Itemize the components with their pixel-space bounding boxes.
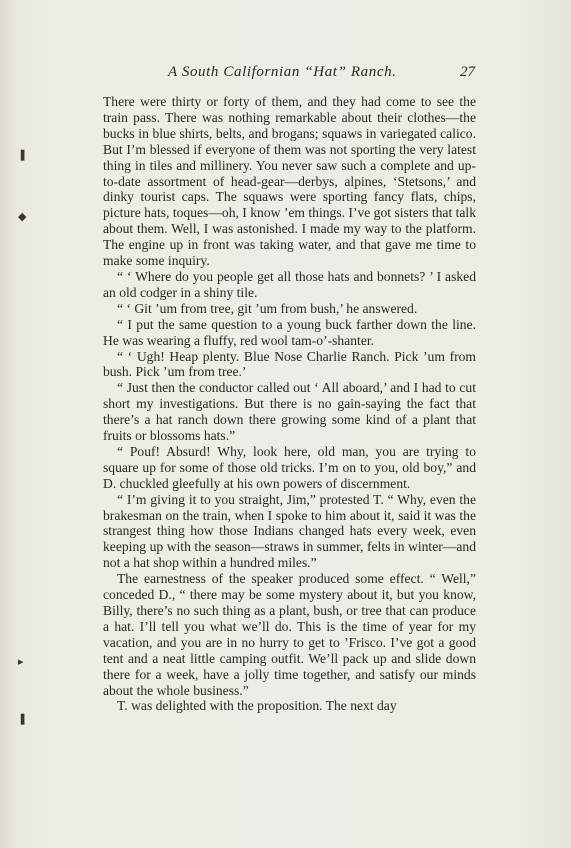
page-header [0, 64, 571, 86]
page-number: 27 [460, 64, 475, 80]
paragraph: “ I’m giving it to you straight, Jim,” protested T. “ Why, even the brakesman on the train, when I spoke to him about it, said it was the strangest thing how those Indians changed hats every week, even keeping up with the season—straws in summer, felts in winter—and not a hat shop within a hundred miles.” [103, 491, 476, 571]
paragraph: “ Just then the conductor called out ‘ All aboard,’ and I had to cut short my investigations. But there is no gain-saying the fact that there’s a hat ranch down there growing some kind of a plant that fruits or blossoms hats.” [103, 380, 476, 444]
margin-mark: ◆ [18, 211, 27, 223]
running-title: A South Californian “Hat” Ranch. [168, 64, 397, 80]
margin-mark: ▸ [18, 656, 24, 668]
paragraph: “ Pouf! Absurd! Why, look here, old man, you are trying to square up for some of those old tricks. I’m on to you, old boy,” and D. chuckled gleefully at his own powers of discernment. [103, 443, 476, 491]
paragraph: The earnestness of the speaker produced some effect. “ Well,” conceded D., “ there may be some mystery about it, but you know, Billy, there’s no such thing as a plant, bush, or tree that can produce a hat. I’ll tell you what we’ll do. This is the time of year for my vacation, and you are in no hurry to get to ’Frisco. I’ve got a good tent and a neat little camping outfit. We’ll pack up and slide down there for a week, have a jolly time together, and satisfy our minds about the whole business.” [103, 571, 476, 698]
paragraph: “ ‘ Where do you people get all those hats and bonnets? ’ I asked an old codger in a shiny tile. [103, 268, 476, 300]
margin-mark: ❚ [18, 713, 28, 725]
paragraph: There were thirty or forty of them, and they had come to see the train pass. There was nothing remarkable about their clothes—the bucks in blue shirts, belts, and brogans; squaws in variegated calico. But I’m blessed if everyone of them was not sporting the very latest thing in tiles and millinery. You never saw such a complete and up-to-date assortment of head-gear—derbys, alpines, ‘Stetsons,’ and dinky tourist caps. The squaws were sporting fancy flats, chips, picture hats, toques—oh, I know ’em things. I’ve got sisters that talk about them. Well, I was astonished. I made my way to the platform. The engine up in front was taking water, and that gave me time to make some inquiry. [103, 94, 477, 269]
body-text [103, 94, 476, 714]
paragraph: “ ‘ Git ’um from tree, git ’um from bush,’ he answered. [117, 300, 418, 316]
paragraph: “ I put the same question to a young buck farther down the line. He was wearing a fluffy, red wool tam-o’-shanter. [103, 316, 476, 348]
paragraph: T. was delighted with the proposition. The next day [117, 698, 397, 714]
margin-mark: ❚ [18, 149, 28, 161]
paragraph: “ ‘ Ugh! Heap plenty. Blue Nose Charlie Ranch. Pick ’um from bush. Pick ’um from tree.’ [103, 348, 476, 380]
